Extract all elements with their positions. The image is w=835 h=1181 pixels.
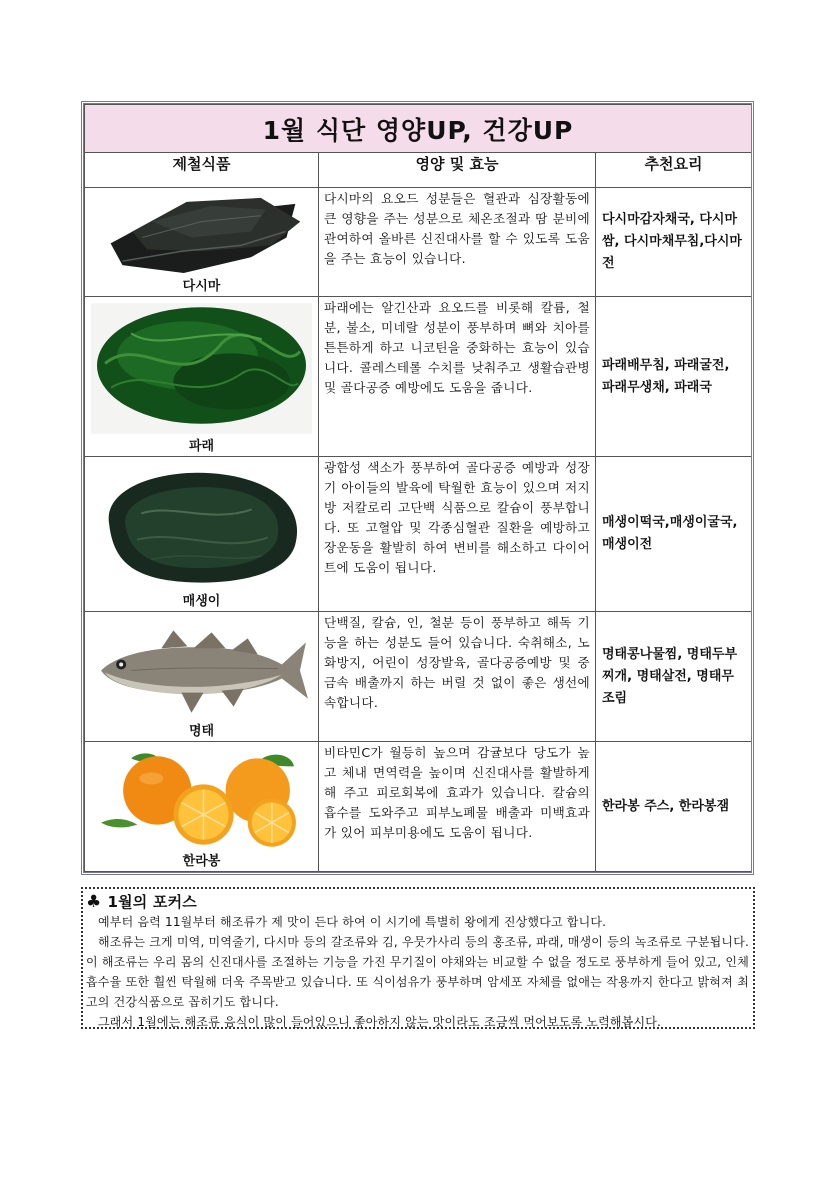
effect-text: 단백질, 칼슘, 인, 철분 등이 풍부하고 해독 기능을 하는 성분도 들어 있습니다. 숙취해소, 노화방지, 어린이 성장발육, 골다공증예방 및 중금속 배출까지 하는 버릴 것 없이 좋은 생선에 속합니다. [319,612,596,742]
food-cell [85,188,319,297]
hallabong-orange-image [91,746,312,851]
focus-paragraph: 예부터 음력 11월부터 해조류가 제 맛이 든다 하여 이 시기에 특별히 왕에게 진상했다고 합니다. [98,915,607,929]
food-name: 매생이 [182,594,221,609]
food-name: 파래 [188,439,215,454]
food-name: 명태 [188,724,215,739]
recipe-text: 파래배무침, 파래굴전, 파래무생채, 파래국 [596,297,752,457]
food-cell [85,297,319,457]
food-name: 한라봉 [182,854,221,869]
recipe-text: 매생이떡국,매생이굴국,매생이전 [596,457,752,612]
effect-text: 비타민C가 월등히 높으며 감귤보다 당도가 높고 체내 면역력을 높이며 신진대사를 활발하게 해 주고 피로회복에 효과가 있습니다. 칼슘의 흡수를 도와주고 피부노폐물 배출과 미백효과가 있어 피부미용에도 도움이 됩니다. [319,742,596,872]
focus-title: 1월의 포커스 [107,893,197,911]
focus-title-line [86,892,749,912]
header-effect: 영양 및 효능 [319,153,596,188]
club-suit-icon: ♣ [86,892,102,912]
table-row [85,297,752,457]
table-row [85,457,752,612]
table-row [85,188,752,297]
table-row [85,742,752,872]
recipe-text: 다시마감자채국, 다시마쌈, 다시마채무침,다시마전 [596,188,752,297]
food-name: 다시마 [182,279,221,294]
green-laver-image [91,301,312,436]
recipe-text: 한라봉 주스, 한라봉잼 [596,742,752,872]
effect-text: 광합성 색소가 풍부하여 골다공증 예방과 성장기 아이들의 발육에 탁월한 효능이 있으며 저지방 저칼로리 고단백 식품으로 칼슘이 풍부합니다. 또 고혈압 및 각종심혈관 질환을 예방하고 장운동을 활발히 하여 변비를 해소하고 다이어트에 도움이 됩니다. [319,457,596,612]
food-cell [85,742,319,872]
maesaengi-image [91,461,312,591]
diet-table [84,104,752,872]
table-header-row [85,153,752,188]
kelp-image [91,192,312,276]
effect-text: 파래에는 알긴산과 요오드를 비롯해 칼륨, 철분, 불소, 미네랄 성분이 풍부하며 뼈와 치아를 튼튼하게 하고 니코틴을 중화하는 효능이 있습니다. 콜레스테롤 수치를 낮춰주고 생활습관병 및 골다공증 예방에도 도움을 줍니다. [319,297,596,457]
focus-paragraph: 그래서 1월에는 해조류 음식이 많이 들어있으니 좋아하지 않는 맛이라도 조금씩 먹어보도록 노력해봅시다. [98,1015,662,1029]
diet-table-frame [81,101,754,875]
table-row [85,612,752,742]
header-recipes: 추천요리 [596,153,752,188]
recipe-text: 명태콩나물찜, 명태두부찌개, 명태살전, 명태무조림 [596,612,752,742]
effect-text: 다시마의 요오드 성분들은 혈관과 심장활동에 큰 영향을 주는 성분으로 체온조절과 땀 분비에 관여하여 올바른 신진대사를 할 수 있도록 도움을 주는 효능이 있습니다. [319,188,596,297]
page-title: 1월 식단 영양UP, 건강UP [85,105,752,153]
food-cell [85,457,319,612]
focus-paragraph: 해조류는 크게 미역, 미역줄기, 다시마 등의 갈조류와 김, 우뭇가사리 등의 홍조류, 파래, 매생이 등의 녹조류로 구분됩니다. 이 해조류는 우리 몸의 신진대사를 조절하는 기능을 가진 무기질이 야채와는 비교할 수 없을 정도로 풍부하게 들어 있고, 인체 흡수율 또한 훨씬 탁월해 더욱 주목받고 있습니다. 또 식이섬유가 풍부하며 암세포 자체를 없애는 작용까지 한다고 밝혀져 최고의 건강식품으로 꼽히기도 합니다. [86,935,749,1009]
header-food: 제철식품 [85,153,319,188]
focus-box [81,887,755,1029]
food-cell [85,612,319,742]
pollack-fish-image [91,616,312,721]
